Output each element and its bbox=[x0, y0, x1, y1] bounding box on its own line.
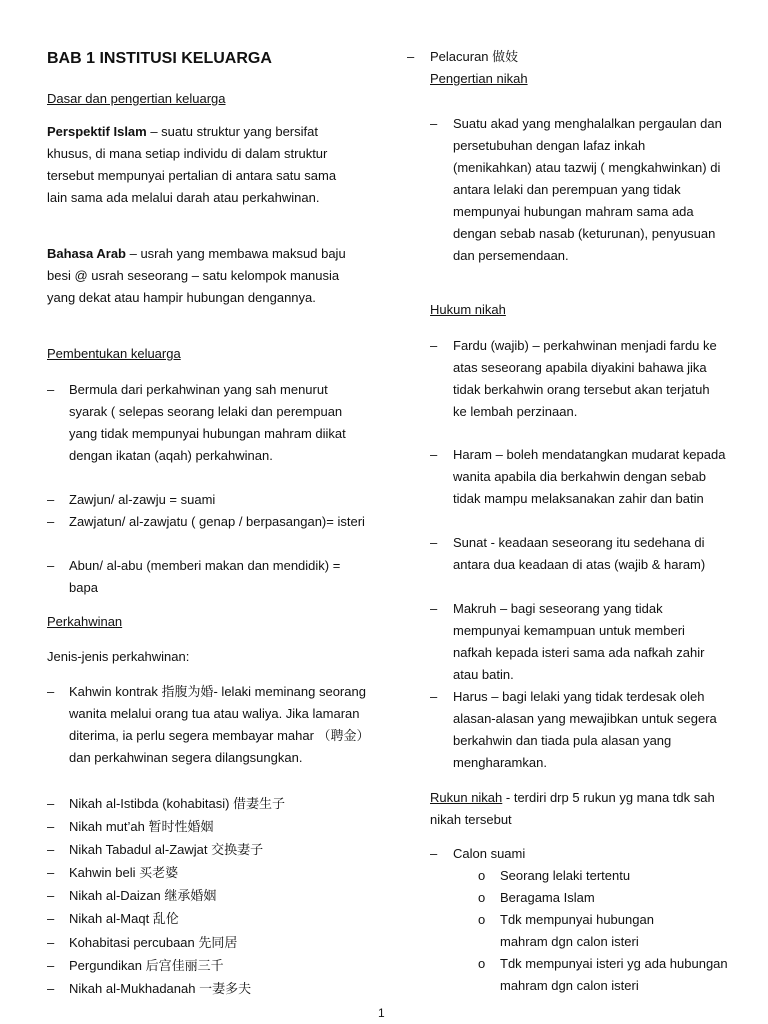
bullet-circle-icon: o bbox=[478, 868, 486, 883]
list-item-text: Kahwin kontrak 指腹为婚- lelaki meminang seorang wanita melalui orang tua atau waliya. Jika lamaran diterima, ia perlu segera membayar mahar （聘金）dan perkahwinan segera dilangsungkan. bbox=[69, 684, 366, 765]
para-rukun-nikah bbox=[430, 787, 730, 831]
list-item-text: Haram – boleh mendatangkan mudarat kepada wanita apabila dia berkahwin dengan sebab tidak mampu melaksanakan zahir dan batin bbox=[453, 447, 726, 506]
para-bahasa bbox=[47, 243, 347, 309]
sub-list-item-text: Seorang lelaki tertentu bbox=[500, 868, 631, 883]
dash-marker: – bbox=[47, 514, 55, 529]
dash-marker: – bbox=[47, 935, 55, 950]
heading-pembentukan: Pembentukan keluarga bbox=[47, 346, 181, 361]
list-item-text: Nikah mut’ah 暂时性婚姻 bbox=[69, 819, 214, 834]
dash-marker: – bbox=[47, 842, 55, 857]
page-number: 1 bbox=[378, 1006, 385, 1020]
dash-marker: – bbox=[47, 684, 55, 699]
list-item-text: Makruh – bagi seseorang yang tidak mempunyai kemampuan untuk memberi nafkah kepada isteri sama ada nafkah zahir atau batin. bbox=[453, 601, 705, 682]
list-item-text: Suatu akad yang menghalalkan pergaulan dan persetubuhan dengan lafaz inkah (menikahkan) atau tazwij ( mengkahwinkan) di antara lelaki dan perempuan yang tidak mempunyai hubungan mahram sama ada dengan sebab nasab (keturunan), penyusuan dan persemendaan. bbox=[453, 116, 722, 263]
list-item-text: Zawjun/ al-zawju = suami bbox=[69, 492, 216, 507]
heading-perkahwinan: Perkahwinan bbox=[47, 614, 123, 629]
dash-marker: – bbox=[47, 492, 55, 507]
list-item-text: Pergundikan 后宫佳丽三千 bbox=[69, 958, 224, 973]
list-item-text: Pelacuran 做妓 bbox=[430, 49, 519, 64]
dash-marker: – bbox=[47, 981, 55, 996]
dash-marker: – bbox=[47, 865, 55, 880]
rukun-text: - terdiri drp 5 rukun yg mana tdk sah nikah tersebut bbox=[430, 790, 715, 827]
dash-marker: – bbox=[430, 338, 438, 353]
sub-list-item-text: Beragama Islam bbox=[500, 890, 595, 905]
sub-list-item-text: Tdk mempunyai isteri yg ada hubungan mahram dgn calon isteri bbox=[500, 956, 728, 993]
dash-marker: – bbox=[430, 601, 438, 616]
dash-marker: – bbox=[47, 911, 55, 926]
bullet-circle-icon: o bbox=[478, 912, 486, 927]
dash-marker: – bbox=[47, 558, 55, 573]
list-item-text: Nikah al-Istibda (kohabitasi) 借妻生子 bbox=[69, 796, 286, 811]
dash-marker: – bbox=[430, 535, 438, 550]
list-item-text: Nikah al-Maqt 乱伦 bbox=[69, 911, 179, 926]
list-item-text: Harus – bagi lelaki yang tidak terdesak oleh alasan-alasan yang mewajibkan untuk segera berkahwin dan tiada pula alasan yang mengharamkan. bbox=[453, 689, 717, 770]
dash-marker: – bbox=[430, 846, 438, 861]
list-item-text: Kohabitasi percubaan 先同居 bbox=[69, 935, 238, 950]
bahasa-text: – usrah yang membawa maksud baju besi @ usrah seseorang – satu kelompok manusia yang dekat atau hampir hubungan dengannya. bbox=[47, 246, 346, 305]
para-perspektif bbox=[47, 121, 347, 209]
dash-marker: – bbox=[47, 958, 55, 973]
dash-marker: – bbox=[47, 888, 55, 903]
dash-marker: – bbox=[430, 116, 438, 131]
dash-marker: – bbox=[47, 382, 55, 397]
list-item-text: Nikah al-Daizan 继承婚姻 bbox=[69, 888, 217, 903]
list-item-text: Fardu (wajib) – perkahwinan menjadi fardu ke atas seseorang apabila diyakini bahawa jika tidak berkahwin orang tersebut akan terjatuh ke lembah perzinaan. bbox=[453, 338, 717, 419]
bullet-circle-icon: o bbox=[478, 956, 486, 971]
sub-list-item-text: Tdk mempunyai hubungan mahram dgn calon isteri bbox=[500, 912, 654, 949]
dash-marker: – bbox=[47, 819, 55, 834]
dash-marker: – bbox=[430, 689, 438, 704]
list-item-text: Calon suami bbox=[453, 846, 526, 861]
bullet-circle-icon: o bbox=[478, 890, 486, 905]
list-item-text: Zawjatun/ al-zawjatu ( genap / berpasangan)= isteri bbox=[69, 514, 365, 529]
list-item-text: Nikah al-Mukhadanah 一妻多夫 bbox=[69, 981, 252, 996]
list-item-text: Abun/ al-abu (memberi makan dan mendidik) = bapa bbox=[69, 558, 341, 595]
heading-dasar: Dasar dan pengertian keluarga bbox=[47, 91, 226, 106]
jenis-label: Jenis-jenis perkahwinan: bbox=[47, 649, 190, 664]
page-title: BAB 1 INSTITUSI KELUARGA bbox=[47, 50, 272, 67]
perspektif-label: Perspektif Islam bbox=[47, 124, 147, 139]
list-item-text: Kahwin beli 买老婆 bbox=[69, 865, 179, 880]
list-item-text: Bermula dari perkahwinan yang sah menurut syarak ( selepas seorang lelaki dan perempuan yang tidak mempunyai hubungan mahram diikat dengan ikatan (aqah) perkahwinan. bbox=[69, 382, 346, 463]
heading-rukun-nikah: Rukun nikah bbox=[430, 790, 503, 805]
dash-marker: – bbox=[407, 49, 415, 64]
dash-marker: – bbox=[47, 796, 55, 811]
bahasa-label: Bahasa Arab bbox=[47, 246, 126, 261]
list-item-text: Sunat - keadaan seseorang itu sedehana di antara dua keadaan di atas (wajib & haram) bbox=[453, 535, 706, 572]
heading-hukum-nikah: Hukum nikah bbox=[430, 302, 506, 317]
perspektif-text: – suatu struktur yang bersifat khusus, di mana setiap individu di dalam struktur tersebut mempunyai pertalian di antara satu sama lain sama ada melalui darah atau perkahwinan. bbox=[47, 124, 337, 205]
list-item-text: Nikah Tabadul al-Zawjat 交换妻子 bbox=[69, 842, 264, 857]
heading-pengertian-nikah: Pengertian nikah bbox=[430, 71, 528, 86]
dash-marker: – bbox=[430, 447, 438, 462]
